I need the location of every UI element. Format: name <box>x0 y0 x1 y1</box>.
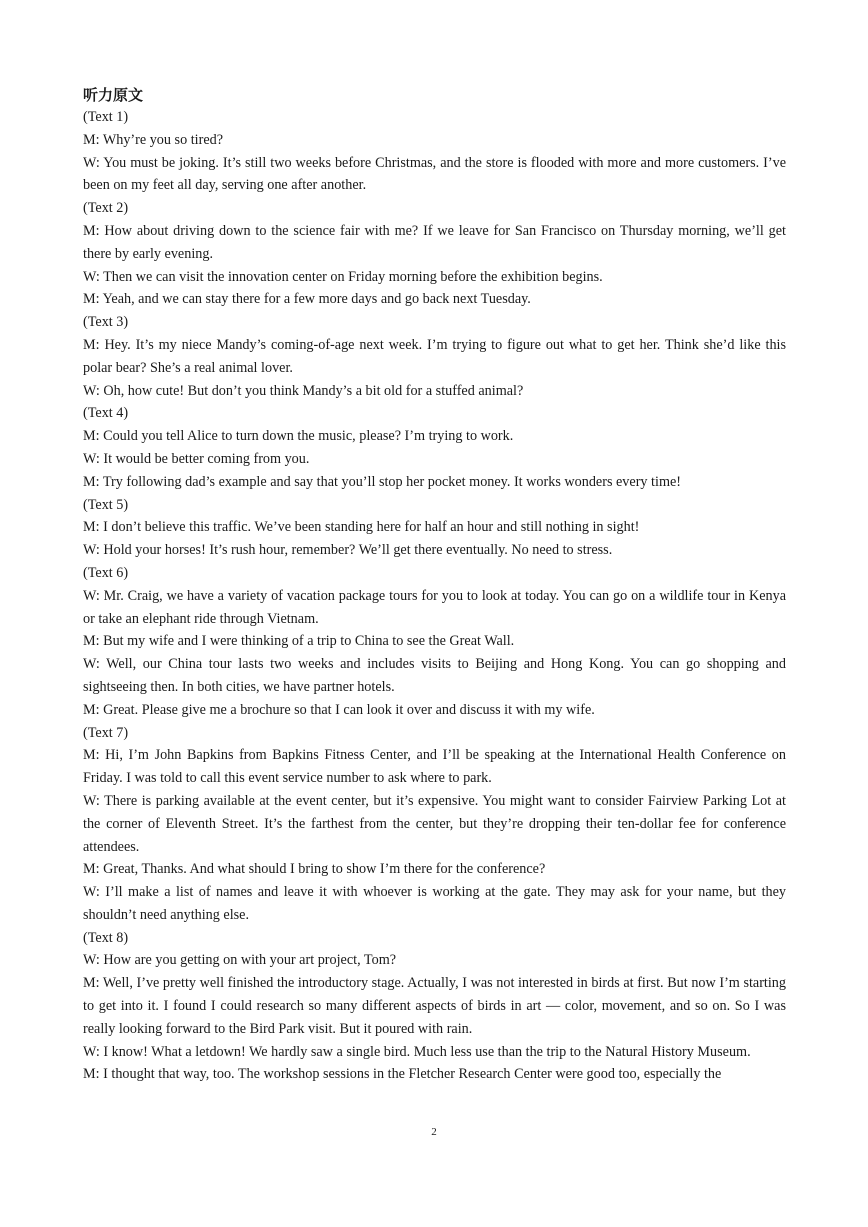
dialogue-line: W: You must be joking. It’s still two weeks before Christmas, and the store is flooded with more and more customers. I’ve been on my feet all day, serving one after another. <box>83 154 786 194</box>
dialogue-line: M: Could you tell Alice to turn down the music, please? I’m trying to work. <box>83 428 514 445</box>
dialogue-line: M: Well, I’ve pretty well finished the introductory stage. Actually, I was not interested in birds at first. But now I’m starting to get into it. I found I could research so many different aspects of birds in art — color, movement, and so on. So I was really looking forward to the Bird Park visit. But it poured with rain. <box>83 975 786 1037</box>
text-section-heading: (Text 4) <box>83 405 129 422</box>
document-title: 听力原文 <box>83 86 144 104</box>
dialogue-line: W: Then we can visit the innovation center on Friday morning before the exhibition begins. <box>83 268 603 285</box>
dialogue-line: M: But my wife and I were thinking of a trip to China to see the Great Wall. <box>83 633 515 650</box>
dialogue-line: M: I thought that way, too. The workshop sessions in the Fletcher Research Center were good too, especially the <box>83 1066 722 1083</box>
dialogue-line: M: I don’t believe this traffic. We’ve been standing here for half an hour and still nothing in sight! <box>83 519 640 536</box>
document-page <box>83 84 786 1086</box>
dialogue-line: M: How about driving down to the science fair with me? If we leave for San Francisco on Thursday morning, we’ll get there by early evening. <box>83 222 786 262</box>
dialogue-line: M: Great, Thanks. And what should I bring to show I’m there for the conference? <box>83 861 546 878</box>
dialogue-line: W: How are you getting on with your art project, Tom? <box>83 952 397 969</box>
dialogue-line: W: There is parking available at the event center, but it’s expensive. You might want to consider Fairview Parking Lot at the corner of Eleventh Street. It’s the farthest from the center, but they’re dropping their ten-dollar fee for conference attendees. <box>83 792 786 855</box>
text-section-heading: (Text 3) <box>83 314 129 331</box>
dialogue-line: M: Yeah, and we can stay there for a few more days and go back next Tuesday. <box>83 291 531 308</box>
dialogue-line: W: I’ll make a list of names and leave it with whoever is working at the gate. They may ask for your name, but they shouldn’t need anything else. <box>83 884 786 923</box>
text-section-heading: (Text 6) <box>83 564 129 581</box>
dialogue-line: M: Great. Please give me a brochure so that I can look it over and discuss it with my wife. <box>83 701 595 718</box>
dialogue-line: M: Hi, I’m John Bapkins from Bapkins Fitness Center, and I’ll be speaking at the International Health Conference on Friday. I was told to call this event service number to ask where to park. <box>83 747 786 787</box>
dialogue-line: M: Hey. It’s my niece Mandy’s coming-of-age next week. I’m trying to figure out what to get her. Think she’d like this polar bear? She’s a real animal lover. <box>83 336 786 376</box>
text-section-heading: (Text 1) <box>83 109 129 125</box>
dialogue-line: W: I know! What a letdown! We hardly saw a single bird. Much less use than the trip to the Natural History Museum. <box>83 1043 751 1060</box>
text-section-heading: (Text 7) <box>83 724 129 741</box>
dialogue-line: W: Mr. Craig, we have a variety of vacation package tours for you to look at today. You can go on a wildlife tour in Kenya or take an elephant ride through Vietnam. <box>83 587 786 627</box>
text-section-heading: (Text 2) <box>83 200 129 217</box>
dialogue-line: W: Well, our China tour lasts two weeks and includes visits to Beijing and Hong Kong. You can go shopping and sightseeing then. In both cities, we have partner hotels. <box>83 656 786 695</box>
dialogue-line: M: Try following dad’s example and say that you’ll stop her pocket money. It works wonders every time! <box>83 473 681 490</box>
text-section-heading: (Text 8) <box>83 929 129 946</box>
transcript-body <box>83 106 786 1086</box>
dialogue-line: M: Why’re you so tired? <box>83 131 224 148</box>
dialogue-line: W: Hold your horses! It’s rush hour, remember? We’ll get there eventually. No need to stress. <box>83 542 613 559</box>
page-number: 2 <box>431 1126 437 1138</box>
dialogue-line: W: Oh, how cute! But don’t you think Mandy’s a bit old for a stuffed animal? <box>83 382 524 399</box>
dialogue-line: W: It would be better coming from you. <box>83 450 310 467</box>
text-section-heading: (Text 5) <box>83 496 129 513</box>
